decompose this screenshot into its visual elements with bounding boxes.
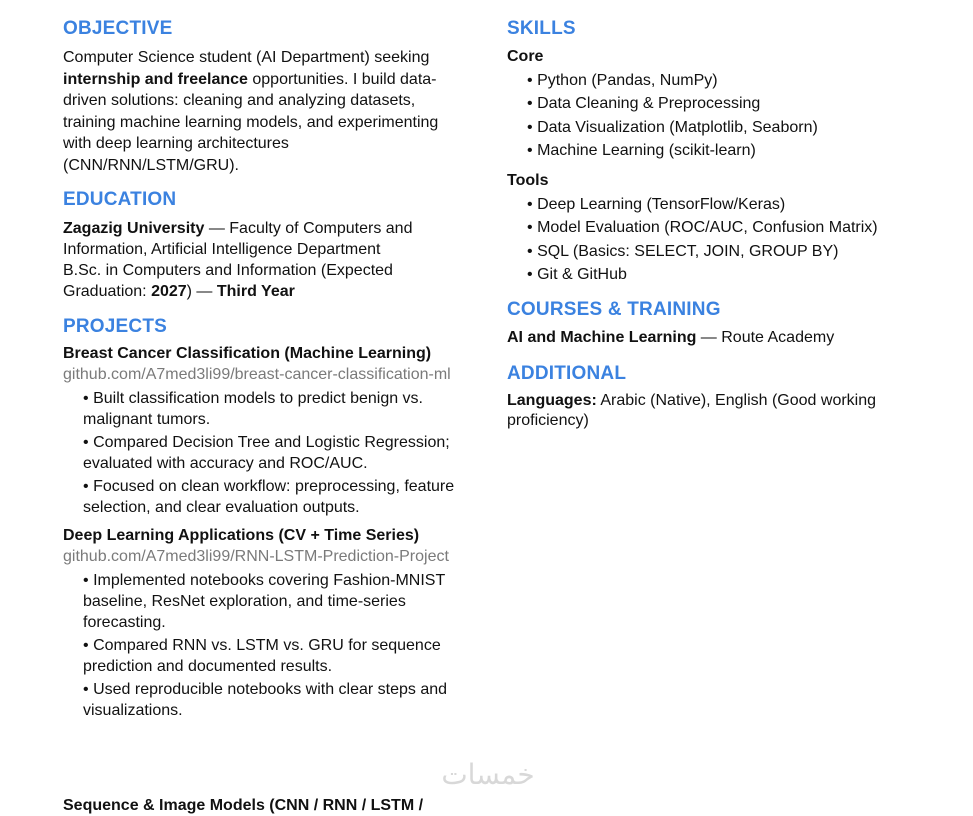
list-item: • Python (Pandas, NumPy) [527, 72, 718, 89]
list-item: • SQL (Basics: SELECT, JOIN, GROUP BY) [527, 242, 839, 260]
objective-heading: OBJECTIVE [63, 18, 173, 39]
list-item: • Data Cleaning & Preprocessing [527, 95, 761, 113]
skills-heading: SKILLS [507, 18, 576, 39]
list-item: • Implemented notebooks covering Fashion-MNIST baseline, ResNet exploration, and time-series forecasting. [83, 572, 445, 631]
project-title-cutoff: Sequence & Image Models (CNN / RNN / LSTM / [63, 797, 424, 814]
list-item: • Data Visualization (Matplotlib, Seaborn) [527, 118, 818, 136]
list-item: • Focused on clean workflow: preprocessing, feature selection, and clear evaluation outputs. [83, 478, 455, 516]
additional-heading: ADDITIONAL [507, 362, 627, 384]
tools-label: Tools [507, 172, 549, 190]
list-item: • Compared RNN vs. LSTM vs. GRU for sequence prediction and documented results. [83, 637, 441, 675]
project-link[interactable]: github.com/A7med3li99/RNN-LSTM-Prediction-Project [63, 548, 449, 565]
left-column [63, 0, 455, 723]
core-label: Core [507, 48, 544, 65]
projects-heading: PROJECTS [63, 316, 168, 337]
list-item: • Compared Decision Tree and Logistic Regression; evaluated with accuracy and ROC/AUC. [83, 434, 450, 472]
objective-text: Computer Science student (AI Department) seeking internship and freelance opportunities. I build data-driven solutions: cleaning and analyzing datasets, training machine learning models, and experimenting with deep learning architectures (CNN/RNN/LSTM/GRU). [63, 49, 439, 174]
course-entry: AI and Machine Learning — Route Academy [507, 329, 835, 347]
project-title: Breast Cancer Classification (Machine Learning) [63, 345, 432, 362]
core-skills-list [507, 69, 907, 162]
course-name: AI and Machine Learning [507, 329, 697, 347]
list-item: • Model Evaluation (ROC/AUC, Confusion Matrix) [527, 219, 878, 237]
list-item: • Machine Learning (scikit-learn) [527, 141, 756, 159]
education-text: Zagazig University — Faculty of Computers and Information, Artificial Intelligence Department B.Sc. in Computers and Information (Expected Graduation: 2027) — Third Year [63, 220, 413, 300]
project-link[interactable]: github.com/A7med3li99/breast-cancer-classification-ml [63, 366, 451, 383]
project-bullets [63, 388, 455, 518]
project-title: Deep Learning Applications (CV + Time Series) [63, 527, 420, 544]
languages-label: Languages: [507, 391, 597, 409]
project-entry [63, 343, 455, 518]
list-item: • Deep Learning (TensorFlow/Keras) [527, 196, 786, 214]
list-item: • Used reproducible notebooks with clear steps and visualizations. [83, 681, 448, 719]
education-heading: EDUCATION [63, 189, 177, 210]
tools-skills-list [507, 193, 907, 286]
courses-heading: COURSES & TRAINING [507, 299, 721, 321]
watermark-logo: خمسات [441, 758, 535, 791]
list-item: • Git & GitHub [527, 266, 627, 284]
list-item: • Built classification models to predict benign vs. malignant tumors. [83, 390, 423, 428]
project-entry [63, 525, 455, 721]
languages-entry: Languages: Arabic (Native), English (Good working proficiency) [507, 391, 877, 429]
project-bullets [63, 570, 455, 721]
university-name: Zagazig University [63, 220, 205, 237]
objective-bold: internship and freelance [63, 70, 248, 88]
right-column [507, 0, 907, 431]
